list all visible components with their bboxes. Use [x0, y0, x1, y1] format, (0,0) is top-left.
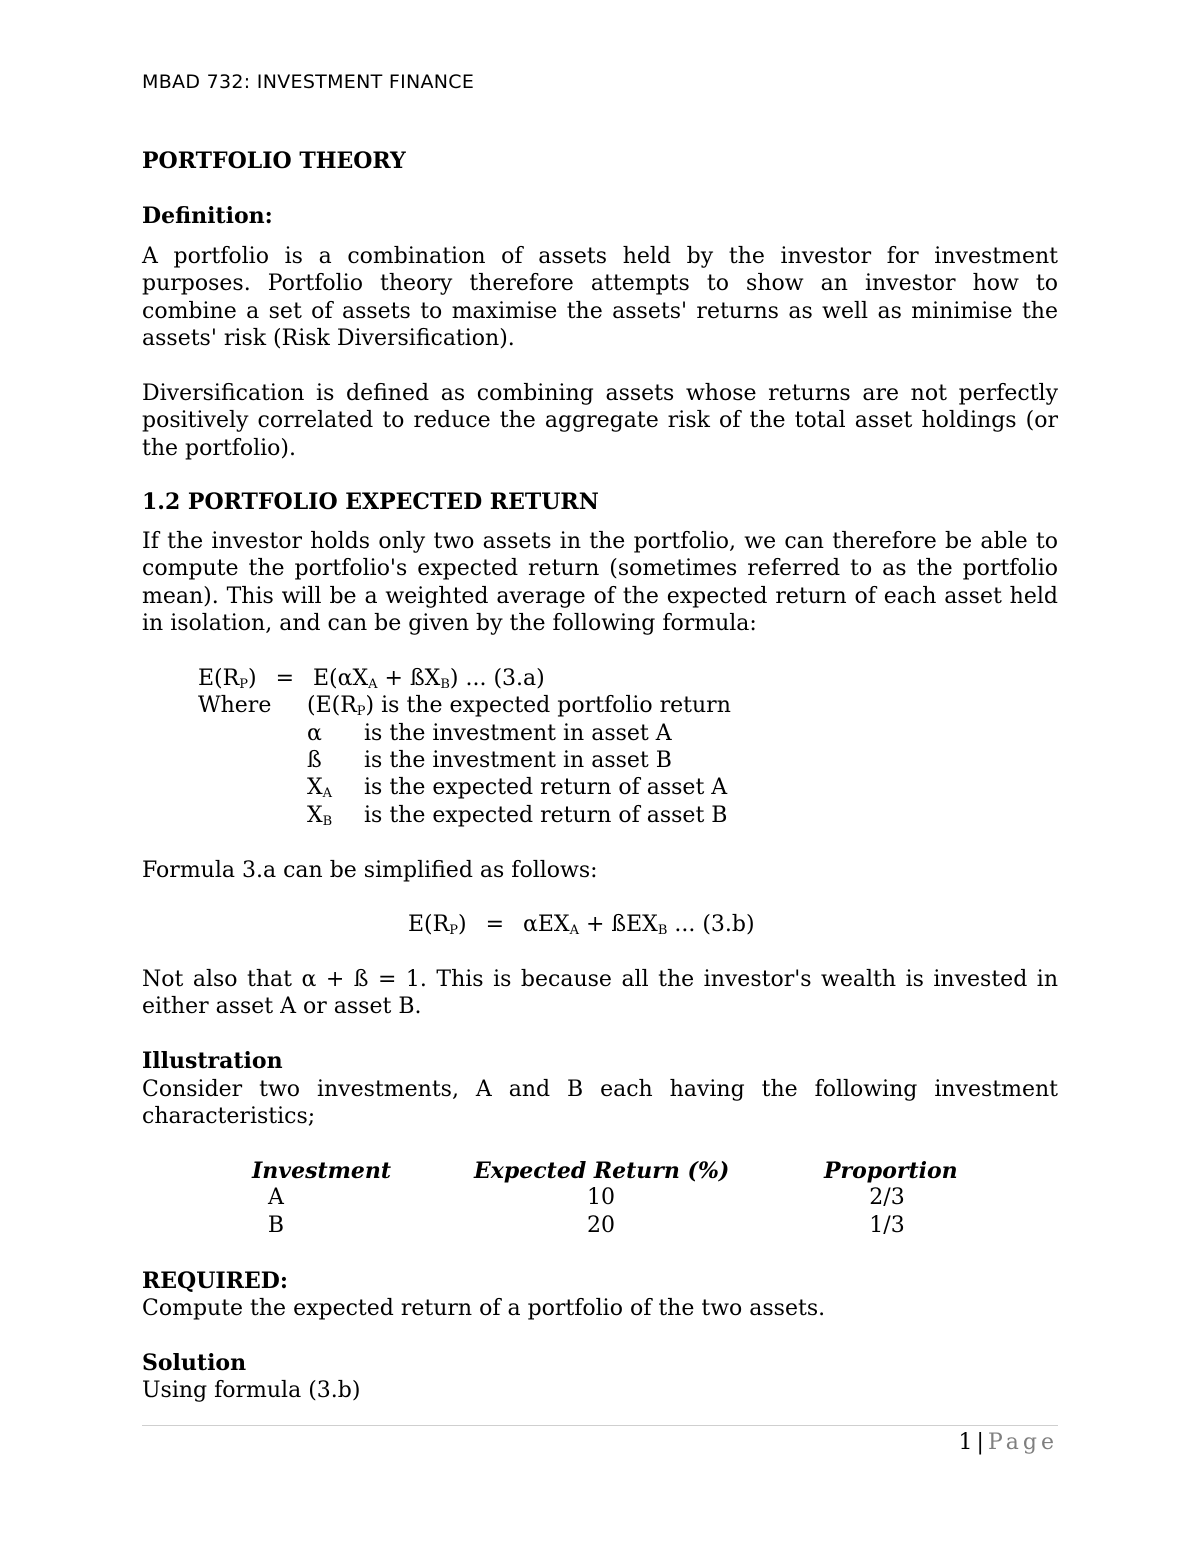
- definition-heading: Definition:: [142, 203, 273, 229]
- required-heading: REQUIRED:: [142, 1268, 288, 1294]
- where-label: Where: [198, 693, 272, 718]
- illustration-heading: Illustration: [142, 1048, 283, 1074]
- where-line-xb-symbol: $X_B$: [307, 803, 333, 829]
- solution-text: Using formula (3.b): [142, 1378, 361, 1403]
- where-line-portfolio-return: ($E(R_P)$ is the expected portfolio return: [307, 693, 731, 719]
- where-line-xa-desc: is the expected return of asset A: [364, 775, 728, 800]
- section-heading: 1.2 PORTFOLIO EXPECTED RETURN: [142, 489, 599, 515]
- definition-paragraph: A portfolio is a combination of assets held by the investor for investment purposes. Portfolio theory therefore attempts to show an investor how to combine a set of assets to maximise the assets' returns as well as minimise the assets' risk (Risk Diversification).: [142, 244, 1058, 351]
- table-header-expected-return: Expected Return (%): [474, 1158, 730, 1184]
- diversification-paragraph: Diversification is defined as combining assets whose returns are not perfectly positively correlated to reduce the aggregate risk of the total asset holdings (or the portfolio).: [142, 381, 1058, 461]
- illustration-paragraph: Consider two investments, A and B each having the following investment characteristics;: [142, 1077, 1058, 1130]
- table-cell: 10: [587, 1185, 615, 1210]
- table-header-proportion: Proportion: [824, 1158, 958, 1184]
- page-number: 1: [958, 1430, 973, 1455]
- where-line-alpha-desc: is the investment in asset A: [364, 721, 672, 746]
- table-header-investment: Investment: [252, 1158, 392, 1184]
- where-line-beta-symbol: ß: [307, 748, 322, 773]
- note-paragraph: Not also that α + ß = 1. This is because all the investor's wealth is invested in either asset A or asset B.: [142, 967, 1058, 1020]
- main-title: PORTFOLIO THEORY: [142, 148, 406, 174]
- formula-3b: $E(R_P) = \alpha EX_A$ + ßEX$_B$ ... (3.b): [408, 912, 755, 938]
- footer-rule: [142, 1425, 1058, 1426]
- formula-3a: $E(R_P) = E(\alpha X_A$ + $ßX_B$) ... (3.a): [198, 666, 545, 692]
- page-word: Page: [987, 1430, 1058, 1455]
- table-cell: B: [267, 1213, 285, 1238]
- simplified-intro: Formula 3.a can be simplified as follows:: [142, 858, 598, 883]
- where-line-xa-symbol: $X_A$: [307, 775, 333, 801]
- footer-separator: |: [976, 1430, 984, 1455]
- where-line-alpha-symbol: α: [307, 721, 322, 746]
- expected-return-paragraph: If the investor holds only two assets in the portfolio, we can therefore be able to compute the portfolio's expected return (sometimes referred to as the portfolio mean). This will be a weighted average of the expected return of each asset held in isolation, and can be given by the following formula:: [142, 529, 1058, 636]
- table-cell: 20: [587, 1213, 615, 1238]
- running-header: MBAD 732: INVESTMENT FINANCE: [142, 71, 475, 93]
- required-text: Compute the expected return of a portfolio of the two assets.: [142, 1296, 826, 1321]
- where-line-beta-desc: is the investment in asset B: [364, 748, 672, 773]
- where-line-xb-desc: is the expected return of asset B: [364, 803, 728, 828]
- table-cell: 2/3: [869, 1185, 905, 1210]
- table-cell: 1/3: [869, 1213, 905, 1238]
- table-cell: A: [268, 1185, 284, 1210]
- page-footer: [959, 1430, 1058, 1455]
- solution-heading: Solution: [142, 1350, 247, 1376]
